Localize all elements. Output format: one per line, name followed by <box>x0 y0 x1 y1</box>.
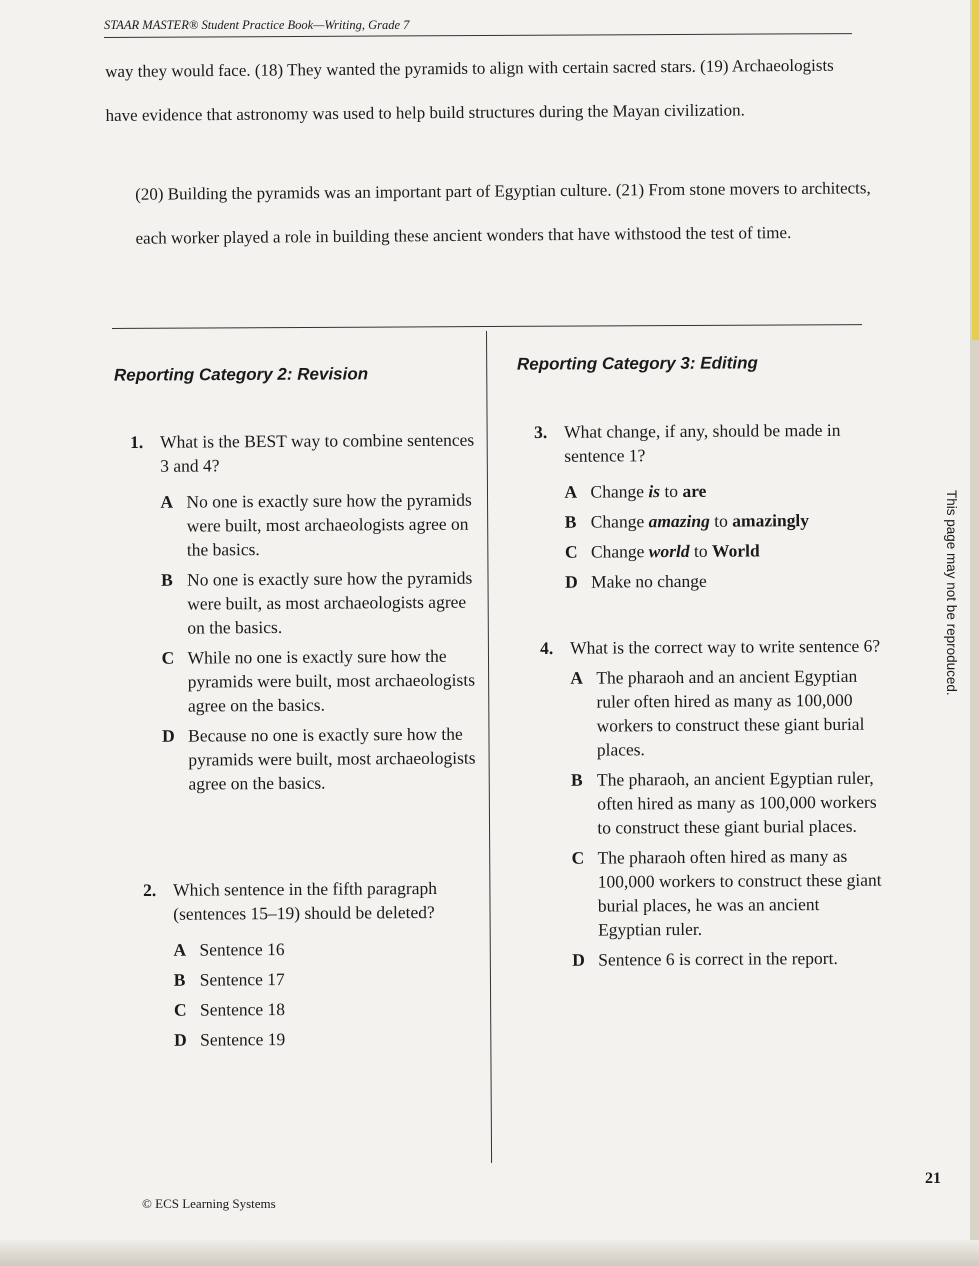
question-stem <box>130 428 475 478</box>
answer-option-c[interactable] <box>565 538 865 564</box>
answer-option-a[interactable] <box>160 488 475 562</box>
answer-option-a[interactable] <box>173 936 478 962</box>
option-text: Sentence 19 <box>200 1029 286 1050</box>
question-text: What is the correct way to write sentence 6? <box>570 635 881 658</box>
answer-option-b[interactable] <box>565 508 865 534</box>
option-letter: D <box>174 1029 187 1050</box>
answer-option-c[interactable] <box>174 996 479 1022</box>
option-text: Change is to are <box>590 480 707 502</box>
option-text: The pharaoh, an ancient Egyptian ruler, often hired as many as 100,000 workers to construct these giant burial places. <box>596 767 877 838</box>
reproduction-notice-text: This page may not be reproduced. <box>944 490 959 696</box>
option-text: Sentence 18 <box>199 999 286 1020</box>
answer-options <box>564 478 865 594</box>
answer-option-b[interactable] <box>571 766 886 840</box>
running-header: STAAR MASTER® Student Practice Book—Writing, Grade 7 <box>104 18 410 32</box>
question-number: 2. <box>143 879 157 900</box>
option-letter: D <box>162 725 175 746</box>
answer-option-b[interactable] <box>161 566 476 640</box>
question-number: 4. <box>540 637 554 658</box>
question-stem <box>143 876 478 926</box>
question-1 <box>130 428 478 802</box>
option-letter: B <box>570 769 583 790</box>
option-text: No one is exactly sure how the pyramids were built, most archaeologists agree on the basics. <box>186 489 472 560</box>
answer-option-a[interactable] <box>570 664 886 762</box>
question-4 <box>540 634 887 978</box>
option-text: The pharaoh often hired as many as 100,000 workers to construct these giant burial places, he was an ancient Egyptian ruler. <box>597 845 882 940</box>
question-3 <box>534 418 865 600</box>
answer-option-c[interactable] <box>162 644 477 718</box>
answer-options <box>570 664 887 972</box>
option-letter: D <box>565 571 578 592</box>
question-number: 1. <box>130 431 144 452</box>
column-divider <box>486 331 492 1163</box>
word-to: amazingly <box>732 510 810 531</box>
option-letter: B <box>160 569 173 590</box>
option-letter: B <box>173 969 186 990</box>
option-letter: C <box>571 847 585 868</box>
word-from: amazing <box>648 510 710 532</box>
option-text: While no one is exactly sure how the pyramids were built, most archaeologists agree on the basics. <box>187 645 476 716</box>
page-edge-bottom <box>0 1240 979 1266</box>
answer-option-d[interactable] <box>565 568 865 594</box>
question-stem <box>534 418 864 468</box>
section-divider <box>112 324 862 329</box>
option-letter: A <box>564 481 578 502</box>
option-text: Sentence 16 <box>199 939 285 960</box>
option-letter: A <box>173 939 187 960</box>
answer-option-a[interactable] <box>564 478 864 504</box>
option-text: The pharaoh and an ancient Egyptian ruler often hired as many as 100,000 workers to construct these giant burial places. <box>596 665 865 760</box>
question-stem <box>540 634 885 660</box>
category-heading-editing: Reporting Category 3: Editing <box>516 353 758 374</box>
answer-option-d[interactable] <box>162 722 477 796</box>
option-letter: C <box>173 999 187 1020</box>
answer-option-d[interactable] <box>572 946 887 972</box>
reproduction-notice <box>944 490 964 710</box>
header-divider <box>104 33 852 38</box>
word-to: are <box>682 480 707 501</box>
option-text: Change world to World <box>590 540 760 562</box>
passage-paragraph-2: (20) Building the pyramids was an important part of Egyptian culture. (21) From stone movers to architects, each worker played a role in building these ancient wonders that have withstood the test of time. <box>135 178 871 248</box>
word-from: world <box>648 540 690 562</box>
answer-option-b[interactable] <box>174 966 479 992</box>
answer-options <box>160 488 477 796</box>
option-letter: C <box>564 541 578 562</box>
option-letter: A <box>570 667 584 688</box>
page-edge-tab <box>972 0 979 340</box>
question-text: What change, if any, should be made in sentence 1? <box>564 419 841 466</box>
answer-options <box>173 936 479 1052</box>
option-letter: A <box>160 491 174 512</box>
option-text: Make no change <box>591 570 707 592</box>
word-from: is <box>648 481 661 502</box>
option-text: Because no one is exactly sure how the pyramids were built, most archaeologists agree on the basics. <box>188 723 476 794</box>
copyright-footer: © ECS Learning Systems <box>142 1196 276 1211</box>
option-text: No one is exactly sure how the pyramids were built, as most archaeologists agree on the basics. <box>186 567 473 638</box>
option-letter: C <box>161 647 175 668</box>
category-heading-revision: Reporting Category 2: Revision <box>113 364 369 385</box>
question-number: 3. <box>534 421 548 442</box>
word-to: World <box>711 540 760 561</box>
option-text: Change amazing to amazingly <box>590 510 810 532</box>
option-letter: D <box>572 949 585 970</box>
page-number: 21 <box>925 1170 941 1187</box>
question-text: What is the BEST way to combine sentences 3 and 4? <box>160 429 475 476</box>
answer-option-d[interactable] <box>174 1026 479 1052</box>
answer-option-c[interactable] <box>571 844 887 942</box>
option-letter: B <box>564 511 577 532</box>
passage-paragraph-1: way they would face. (18) They wanted the pyramids to align with certain sacred stars. (19) Archaeologists have evidence that astronomy was used to help build structures during the Mayan civilization. <box>105 55 834 125</box>
question-2 <box>143 876 479 1058</box>
question-text: Which sentence in the fifth paragraph (sentences 15–19) should be deleted? <box>173 877 437 924</box>
option-text: Sentence 17 <box>199 969 285 990</box>
option-text: Sentence 6 is correct in the report. <box>598 947 838 970</box>
